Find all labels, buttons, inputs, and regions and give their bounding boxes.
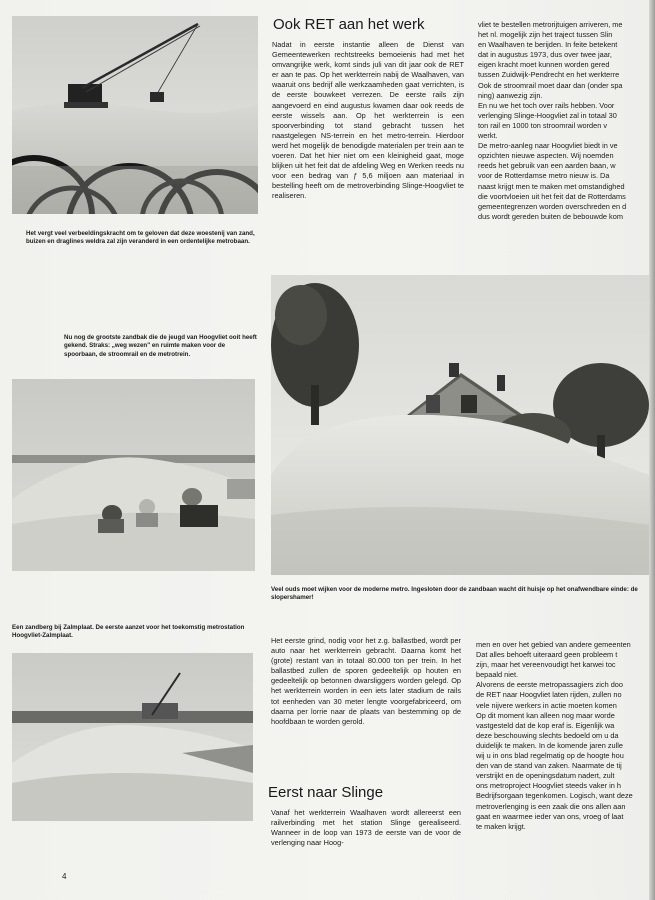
text-line: vele nijvere werkers in actie moeten komen: [476, 700, 617, 710]
zalmplaat-image: [12, 653, 253, 821]
text-line: De metro-aanleg naar Hoogvliet biedt in ve: [478, 141, 618, 151]
text-line: Alvorens de eerste metropassagiers zich doo: [476, 680, 623, 690]
page-number: 4: [62, 872, 67, 881]
caption-house: Veel ouds moet wijken voor de moderne metro. Ingesloten door de zandbaan wacht dit huisje op het onafwendbare einde: de slopershamer!: [271, 586, 638, 602]
text-line: gemeentegrenzen worden overschreden en d: [478, 201, 627, 211]
text-line: die voortvloeien uit het feit dat de Rotterdams: [478, 191, 626, 201]
column-right-bottom: [476, 640, 649, 870]
photo-zalmplaat: [12, 653, 253, 821]
text-line: de RET naar Hoogvliet laten rijden, zullen no: [476, 690, 622, 700]
text-line: dat in augustus 1973, dus over twee jaar,: [478, 50, 612, 60]
text-line: het nl. mogelijk zijn het traject tussen Slin: [478, 30, 613, 40]
text-line: Dat alles behoeft uiteraard geen probleem t: [476, 650, 618, 660]
text-line: deze beschouwing slechts bedoeld om u da: [476, 730, 619, 740]
text-line: En nu we het toch over rails hebben. Voor: [478, 100, 615, 110]
text-line: verlenging Slinge-Hoogvliet zal in totaal 30: [478, 110, 617, 120]
text-line: tussen Zuidwijk-Pendrecht en het werkterre: [478, 70, 620, 80]
text-line: verstrijkt en de openingsdatum nadert, zult: [476, 771, 615, 781]
heading-eerst-naar-slinge: Eerst naar Slinge: [268, 784, 384, 801]
text-line: opzichten nieuwe aspecten. Wij noemden: [478, 151, 614, 161]
heading-ook-ret: Ook RET aan het werk: [273, 16, 425, 33]
column-grind-text: [271, 636, 461, 727]
text-line: voor de Rotterdamse metro nieuw is. Da: [478, 171, 610, 181]
text-line: duidelijk te maken. In de komende jaren zulle: [476, 740, 623, 750]
photo-house-sand: [271, 275, 649, 575]
text-line: vastgesteld dat de kop eraf is. Eigenlijk wa: [476, 720, 615, 730]
text-line: dus wordt gereden buiten de bebouwde kom: [478, 211, 623, 221]
text-line: Op dit moment kan alleen nog maar worde: [476, 710, 615, 720]
text-line: wij u in ons blad regelmatig op de hoogte hou: [476, 751, 624, 761]
text-line: den van de stand van zaken. Naarmate de tij: [476, 761, 622, 771]
text-line: ton rail en 1000 ton stroomrail worden v: [478, 120, 607, 130]
text-line: men en over het gebied van andere gemeenten: [476, 640, 631, 649]
column-ret-text: [272, 40, 464, 202]
caption-sandbox: Nu nog de grootste zandbak die de jeugd van Hoogvliet ooit heeft gekend. Straks: „weg wezen" en ruimte maken voor de spoorbaan, de stroomrail en de metrotrein.: [64, 334, 257, 358]
children-sand-image: [12, 379, 255, 571]
paragraph-grind: Het eerste grind, nodig voor het z.g. ballastbed, wordt per auto naar het werkterrein gebracht. Daarna komt het (grote) restant van in totaal 80.000 ton per trein. In het ballastbed zullen de sporen gedeeltelijk op houten en gedeeltelijk op betonnen dwarsliggers worden gelegd. Op het werkterrein worden in een iets later stadium de rails tot eenheden van 30 meter lengte voorgefabriceerd, om daarna per lorrie naar de plaats van bestemming op de hoofdbaan te worden gerold.: [271, 636, 461, 726]
paragraph-slinge: Vanaf het werkterrein Waalhaven wordt allereerst een railverbinding met het station Slinge gerealiseerd. Wanneer in de loop van 1973 de eerste van de voor de verlenging naar Hoog-: [271, 808, 461, 848]
text-line: zijn, maar het vereenvoudigt het karwei toc: [476, 660, 616, 670]
caption-dragline: Het vergt veel verbeeldingskracht om te geloven dat deze woestenij van zand, buizen en draglines weldra zal zijn veranderd in een ordentelijke metrobaan.: [26, 230, 255, 246]
text-line: naast krijgt men te maken met omstandighed: [478, 181, 625, 191]
text-line: metroverlenging is een zaak die ons allen aan: [476, 801, 626, 811]
house-sand-image: [271, 275, 649, 575]
text-line: reeds het gebruik van een aarden baan, w: [478, 161, 616, 171]
dragline-pipes-image: [12, 16, 258, 214]
text-line: werkt.: [478, 131, 498, 141]
column-slinge-text: [271, 808, 461, 848]
text-line: eigen kracht moet kunnen worden gered: [478, 60, 610, 70]
text-line: ons metroproject Hoogvliet steeds vaker in h: [476, 781, 621, 791]
text-line: te maken krijgt.: [476, 821, 526, 831]
photo-dragline-pipes: [12, 16, 258, 214]
text-line: Ook de stroomrail moet daar dan (onder spa: [478, 80, 623, 90]
page-spine-shadow: [649, 0, 655, 900]
caption-zalmplaat: Een zandberg bij Zalmplaat. De eerste aanzet voor het toekomstig metrostation Hoogvliet-Zalmplaat.: [12, 624, 245, 640]
text-line: bepaald niet.: [476, 670, 519, 680]
text-line: vliet te bestellen metrorijtuigen arriveren, me: [478, 20, 623, 29]
column-right-top: [478, 20, 649, 250]
text-line: Bedrijfsorgaan tegenkomen. Logisch, want deze: [476, 791, 633, 801]
text-line: gaat en waarmee ieder van ons, vroeg of laat: [476, 811, 624, 821]
text-line: ning) aanwezig zijn.: [478, 90, 543, 100]
paragraph-ret: Nadat in eerste instantie alleen de Dienst van Gemeentewerken rechtstreeks bemoeienis had met het omvangrijke werk, komt sinds juli van dit jaar ook de RET er aan te pas. Op het werkterrein nabij de Waalhaven, van waaruit ons bedrijf alle werkzaamheden gaat verrichten, is de eerste bouwkeet verrezen. De eerste rails zijn aangevoerd en eind augustus kwamen daar ook reeds de eerste wissels aan. Op het werkterrein is een spoorverbinding tot stand gebracht tussen het naastgelegen NS-terrein en het metro-terrein. Hierdoor werd het mogelijk de benodigde materialen per trein aan te voeren. Dat het hier niet om een kleinigheid gaat, moge blijken uit het feit dat de afdeling Weg en Werken reeds nu voor een bedrag van ƒ 5,6 miljoen aan materiaal in bestelling heeft om de metroverbinding Slinge-Hoogvliet te realiseren.: [272, 40, 464, 201]
photo-children-sand: [12, 379, 255, 571]
text-line: en Waalhaven te berijden. In feite betekent: [478, 40, 618, 50]
